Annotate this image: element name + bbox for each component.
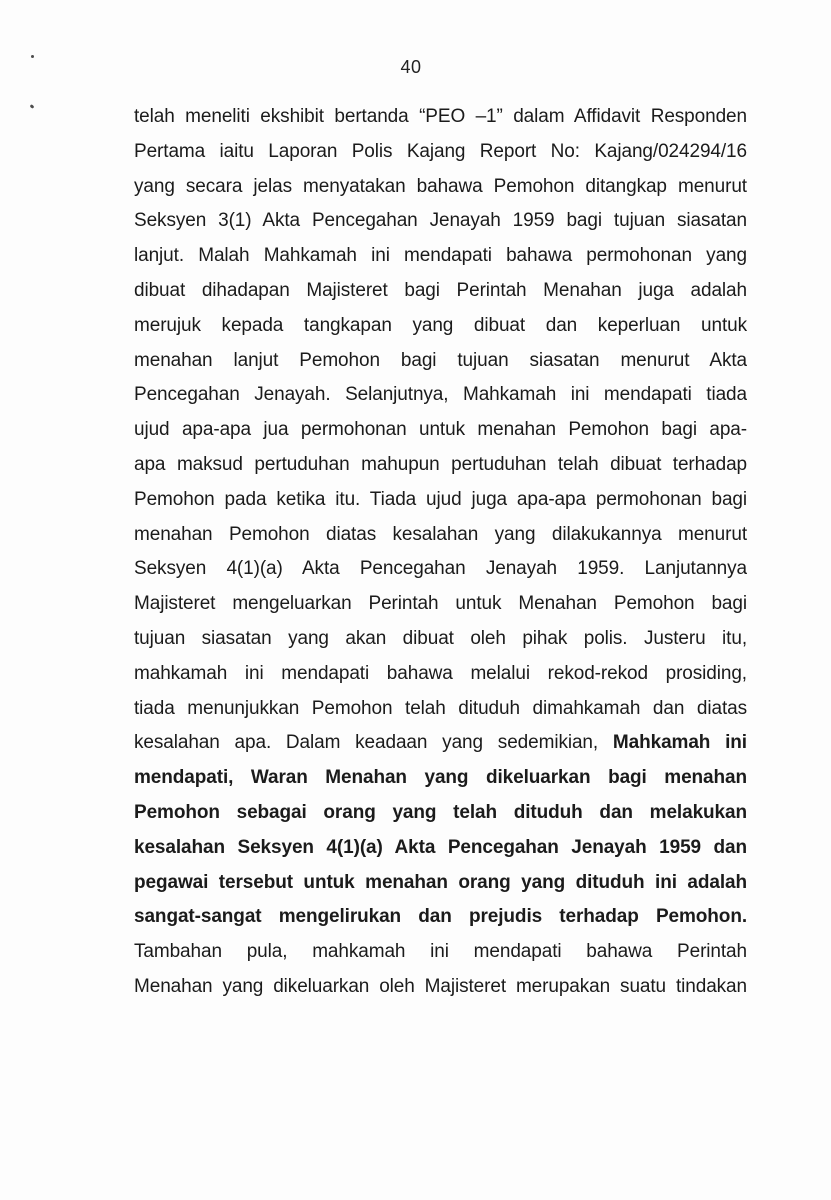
- text-segment: merujuk kepada tangkapan yang dibuat dan keperluan untuk: [134, 314, 747, 336]
- text-segment: tiada menunjukkan Pemohon telah dituduh dimahkamah dan diatas: [134, 697, 747, 719]
- text-line: [134, 100, 747, 135]
- text-segment: lanjut. Malah Mahkamah ini mendapati bahawa permohonan yang: [134, 245, 747, 267]
- text-line: [134, 483, 747, 518]
- text-line: [134, 622, 747, 657]
- text-line: [134, 239, 747, 274]
- text-segment: Pemohon pada ketika itu. Tiada ujud juga apa-apa permohonan bagi: [134, 488, 747, 510]
- text-line: [134, 796, 747, 831]
- text-segment: Pencegahan Jenayah. Selanjutnya, Mahkamah ini mendapati tiada: [134, 384, 747, 406]
- text-segment: menahan Pemohon diatas kesalahan yang dilakukannya menurut: [134, 523, 747, 545]
- text-line: [134, 518, 747, 553]
- text-line: [134, 935, 747, 970]
- text-segment: Seksyen 4(1)(a) Akta Pencegahan Jenayah 1959. Lanjutannya: [134, 558, 747, 580]
- text-segment: apa maksud pertuduhan mahupun pertuduhan telah dibuat terhadap: [134, 453, 747, 475]
- text-line: [134, 692, 747, 727]
- text-line: [134, 170, 747, 205]
- text-line: [134, 378, 747, 413]
- text-segment: Menahan yang dikeluarkan oleh Majisteret merupakan suatu tindakan: [134, 975, 747, 997]
- text-line: [134, 657, 747, 692]
- text-segment: tujuan siasatan yang akan dibuat oleh pihak polis. Justeru itu,: [134, 627, 747, 649]
- bold-text-segment: Pemohon sebagai orang yang telah dituduh dan melakukan: [134, 801, 747, 823]
- text-segment: kesalahan apa. Dalam keadaan yang sedemikian,: [134, 732, 613, 754]
- text-line: [134, 866, 747, 901]
- text-line: [134, 135, 747, 170]
- text-line: [134, 587, 747, 622]
- text-line: [134, 970, 747, 1005]
- bold-text-segment: pegawai tersebut untuk menahan orang yang dituduh ini adalah: [134, 871, 747, 893]
- bold-text-segment: Mahkamah ini: [612, 732, 747, 754]
- page-number: 40: [400, 57, 422, 77]
- text-segment: dibuat dihadapan Majisteret bagi Perintah Menahan juga adalah: [134, 279, 747, 301]
- text-line: [134, 831, 747, 866]
- text-line: [134, 761, 747, 796]
- text-line: [134, 413, 747, 448]
- text-segment: telah meneliti ekshibit bertanda “PEO –1” dalam Affidavit Responden: [134, 106, 747, 127]
- text-segment: menahan lanjut Pemohon bagi tujuan siasatan menurut Akta: [134, 349, 747, 371]
- bold-text-segment: kesalahan Seksyen 4(1)(a) Akta Pencegahan Jenayah 1959 dan: [134, 836, 747, 858]
- text-segment: mahkamah ini mendapati bahawa melalui rekod-rekod prosiding,: [134, 662, 747, 684]
- text-segment: ujud apa-apa jua permohonan untuk menahan Pemohon bagi apa-: [134, 419, 747, 441]
- bold-text-segment: mendapati, Waran Menahan yang dikeluarkan bagi menahan: [134, 767, 747, 789]
- text-segment: Tambahan pula, mahkamah ini mendapati bahawa Perintah: [134, 941, 747, 963]
- text-line: [134, 204, 747, 239]
- judgment-paragraph: [134, 100, 747, 1005]
- text-line: [134, 309, 747, 344]
- text-line: [134, 552, 747, 587]
- text-line: [134, 448, 747, 483]
- bold-text-segment: sangat-sangat mengelirukan dan prejudis terhadap Pemohon.: [134, 906, 747, 928]
- text-segment: Majisteret mengeluarkan Perintah untuk Menahan Pemohon bagi: [134, 593, 747, 615]
- text-segment: yang secara jelas menyatakan bahawa Pemohon ditangkap menurut: [134, 175, 747, 197]
- text-line: [134, 726, 747, 761]
- text-segment: Pertama iaitu Laporan Polis Kajang Report No: Kajang/024294/16: [134, 140, 747, 162]
- text-segment: Seksyen 3(1) Akta Pencegahan Jenayah 1959 bagi tujuan siasatan: [134, 210, 747, 232]
- text-line: [134, 344, 747, 379]
- text-line: [134, 900, 747, 935]
- text-line: [134, 274, 747, 309]
- scan-speckle: [30, 104, 35, 109]
